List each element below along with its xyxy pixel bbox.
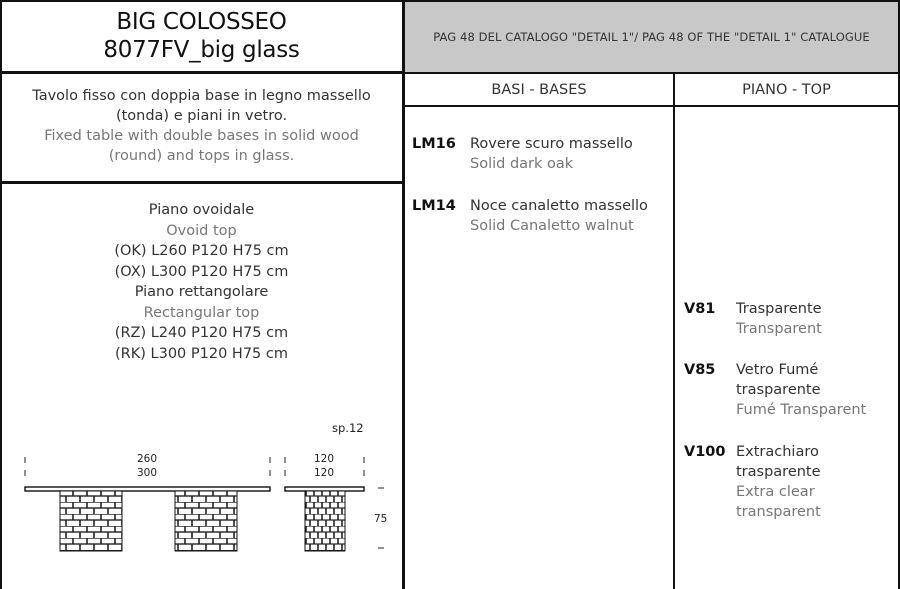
description-en-line1: Fixed table with double bases in solid wood: [44, 128, 359, 144]
base-name-en: Solid dark oak: [470, 156, 574, 172]
depth-label-b: 120: [313, 467, 335, 479]
product-code: 8077FV_big glass: [103, 37, 300, 63]
top-column-title: PIANO - TOP: [742, 82, 831, 98]
front-base-left: [60, 491, 122, 551]
ovoid-top-label-en: Ovoid top: [166, 222, 237, 239]
catalog-reference: [405, 2, 898, 72]
product-title: [0, 0, 403, 72]
bases-column-title: BASI - BASES: [491, 82, 587, 98]
length-label-b: 300: [136, 467, 158, 479]
top-code: V85: [684, 362, 716, 378]
ovoid-top-label-it: Piano ovoidale: [148, 202, 255, 218]
height-label: 75: [374, 513, 388, 525]
side-base: [305, 491, 345, 551]
base-name-it: Rovere scuro massello: [470, 136, 633, 152]
base-name-it: Noce canaletto massello: [470, 198, 648, 214]
top-code: V100: [684, 444, 726, 460]
top-option-v85: [684, 360, 894, 420]
description-it-line2: (tonda) e piani in vetro.: [115, 108, 288, 124]
depth-label-a: 120: [313, 454, 335, 465]
top-option-v100: [684, 442, 894, 522]
catalog-reference-text: PAG 48 DEL CATALOGO "DETAIL 1"/ PAG 48 OF THE "DETAIL 1" CATALOGUE: [433, 30, 870, 44]
size-ok: (OK) L260 P120 H75 cm: [114, 243, 289, 259]
top-name-en-line1: Extra clear: [736, 484, 815, 500]
thickness-label: sp.12: [332, 421, 364, 435]
top-column-header: [675, 74, 898, 106]
front-glass-top: [25, 487, 270, 491]
bases-column-header: [405, 74, 673, 106]
rect-top-label-en: Rectangular top: [143, 304, 260, 321]
base-code: LM16: [412, 136, 456, 152]
length-label-a: 260: [136, 454, 158, 465]
base-option-lm16: [412, 134, 670, 174]
divider-columns-vertical: [673, 72, 675, 589]
top-name-en-line2: transparent: [736, 504, 821, 520]
top-name-en: Transparent: [736, 321, 822, 337]
top-name-it: Trasparente: [736, 301, 822, 317]
top-name-it-line2: trasparente: [736, 464, 821, 480]
side-glass-top: [285, 487, 364, 491]
product-description: [0, 74, 403, 182]
description-en-line2: (round) and tops in glass.: [108, 148, 295, 164]
base-name-en: Solid Canaletto walnut: [470, 218, 634, 234]
top-name-it-line2: trasparente: [736, 382, 821, 398]
top-option-v81: [684, 299, 894, 339]
size-ox: (OX) L300 P120 H75 cm: [114, 263, 289, 280]
description-it-line1: Tavolo fisso con doppia base in legno massello: [32, 88, 371, 104]
top-name-it-line1: Extrachiaro: [736, 444, 819, 460]
dimensions-panel: [0, 184, 403, 589]
front-view: [25, 487, 270, 551]
top-code: V81: [684, 301, 716, 317]
product-name: BIG COLOSSEO: [116, 9, 287, 35]
top-name-en: Fumé Transparent: [736, 402, 867, 418]
side-view: [285, 487, 364, 551]
top-name-it-line1: Vetro Fumé: [736, 362, 819, 378]
size-rz: (RZ) L240 P120 H75 cm: [114, 325, 289, 341]
base-code: LM14: [412, 198, 456, 214]
base-option-lm14: [412, 196, 670, 236]
front-base-right: [175, 491, 237, 551]
rect-top-label-it: Piano rettangolare: [134, 284, 269, 300]
technical-drawing: [0, 454, 403, 589]
size-rk: (RK) L300 P120 H75 cm: [115, 345, 288, 362]
